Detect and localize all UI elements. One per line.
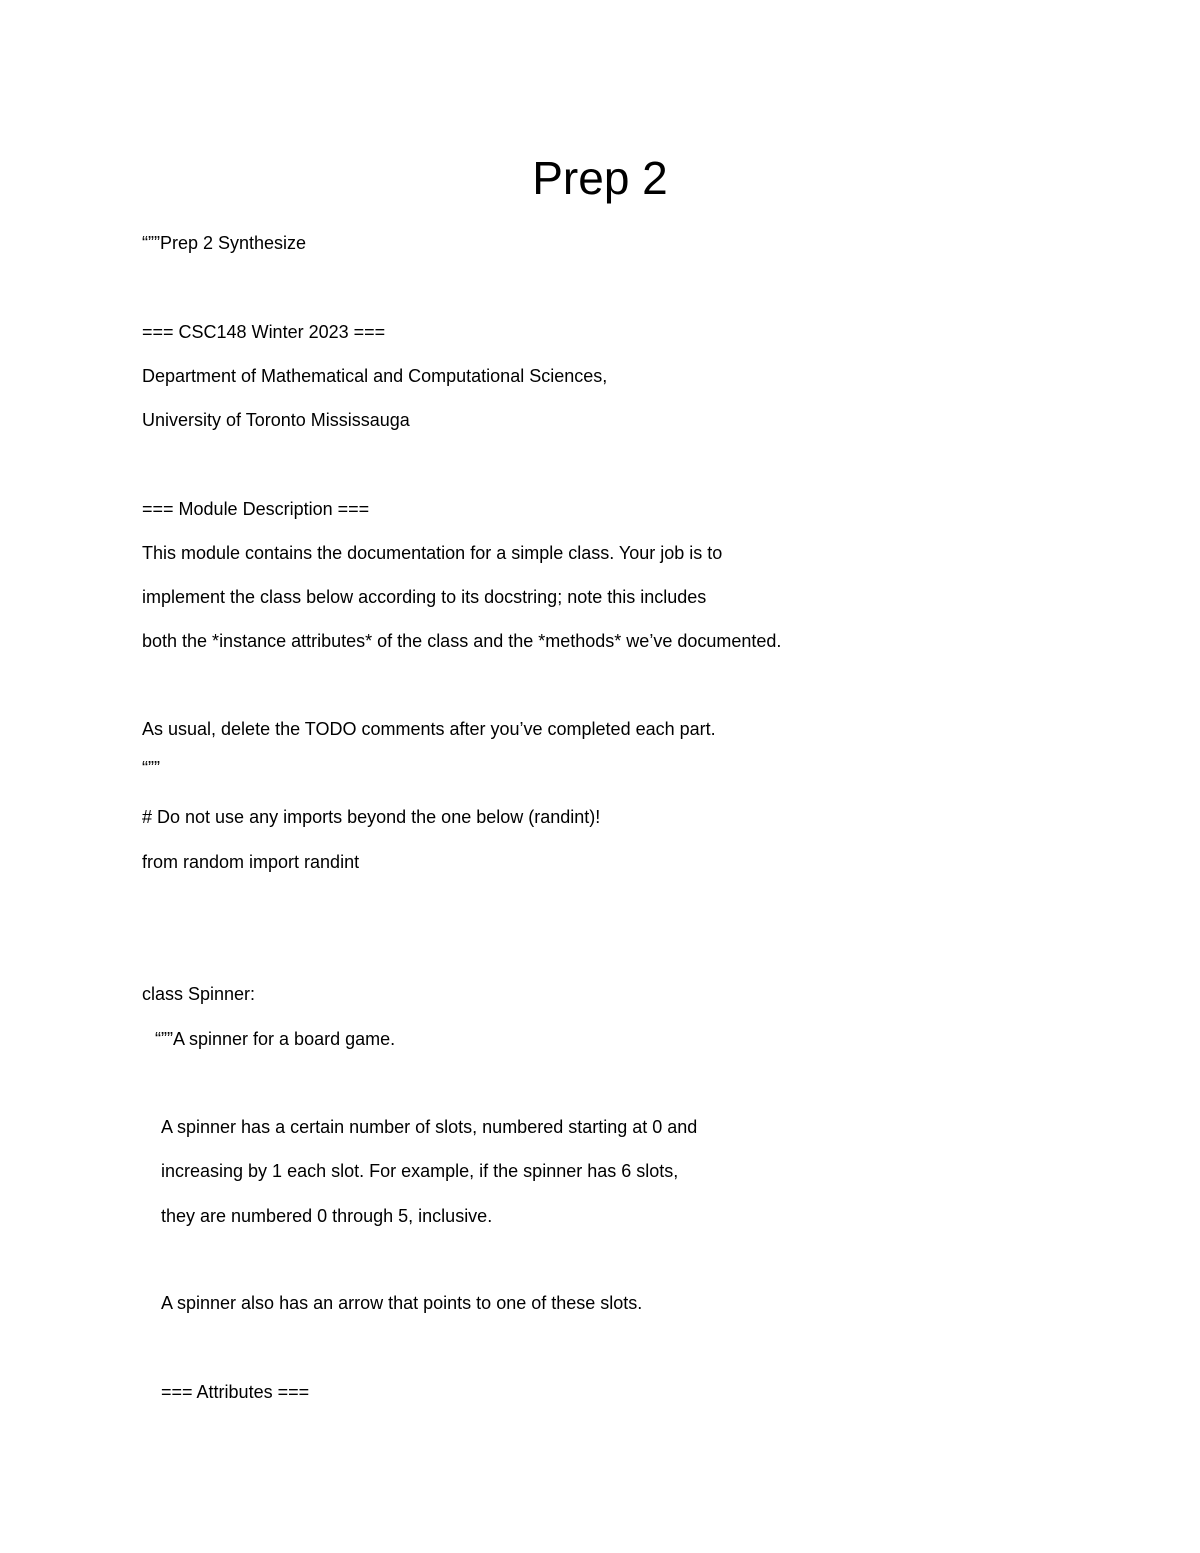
imports-comment-line: # Do not use any imports beyond the one below (randint)! [142, 807, 601, 827]
spinner-description-line-1: A spinner has a certain number of slots, numbered starting at 0 and [161, 1117, 698, 1137]
spinner-arrow-line: A spinner also has an arrow that points to one of these slots. [161, 1293, 643, 1313]
description-line-3: both the *instance attributes* of the class and the *methods* we’ve documented. [142, 631, 782, 651]
course-header-line: === CSC148 Winter 2023 === [142, 322, 386, 342]
import-statement-line: from random import randint [142, 852, 360, 872]
class-definition-line: class Spinner: [142, 984, 256, 1004]
attributes-heading-line: === Attributes === [161, 1382, 310, 1402]
class-docstring-line: “””A spinner for a board game. [155, 1029, 396, 1049]
module-description-heading: === Module Description === [142, 499, 370, 519]
docstring-close-line: “”” [142, 758, 160, 778]
docstring-open-line: “””Prep 2 Synthesize [142, 233, 307, 253]
spinner-description-line-3: they are numbered 0 through 5, inclusive. [161, 1206, 493, 1226]
page-title: Prep 2 [532, 152, 668, 204]
spinner-description-line-2: increasing by 1 each slot. For example, if the spinner has 6 slots, [161, 1161, 679, 1181]
description-line-2: implement the class below according to its docstring; note this includes [142, 587, 707, 607]
department-line: Department of Mathematical and Computational Sciences, [142, 366, 608, 386]
university-line: University of Toronto Mississauga [142, 410, 410, 430]
description-line-1: This module contains the documentation for a simple class. Your job is to [142, 543, 723, 563]
todo-note-line: As usual, delete the TODO comments after you’ve completed each part. [142, 719, 716, 739]
